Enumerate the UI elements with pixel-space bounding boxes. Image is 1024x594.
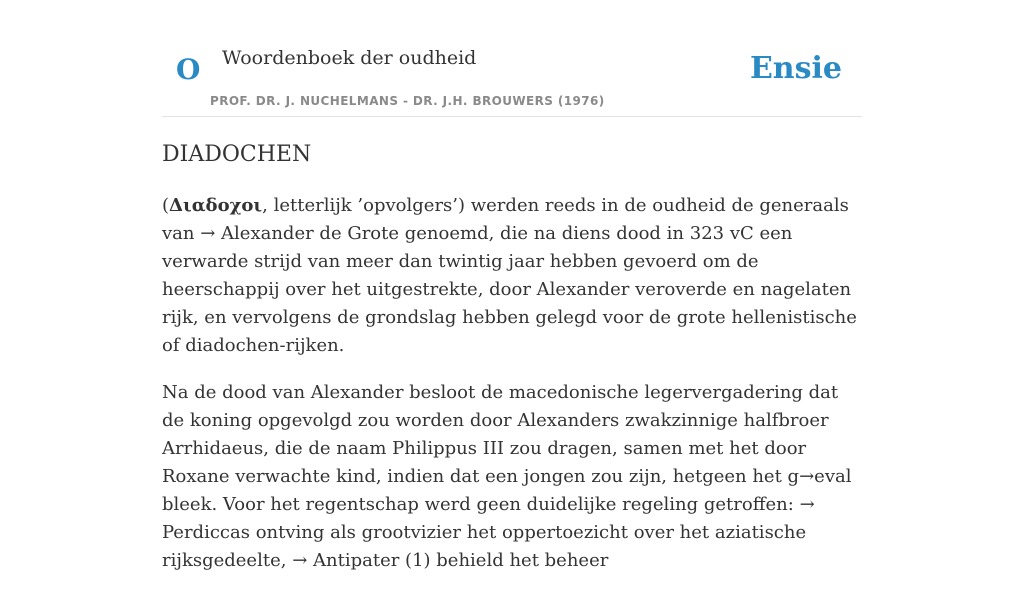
- paragraph-1: [162, 192, 862, 360]
- arrow-icon: →: [799, 494, 815, 515]
- paragraph-2-text-4: behield het beheer: [430, 550, 609, 571]
- arrow-icon: →: [292, 550, 308, 571]
- open-paren: (: [162, 195, 170, 216]
- article-body: [162, 192, 862, 594]
- greek-term: Διαδοχοι: [169, 195, 263, 216]
- entry-title: DIADOCHEN: [162, 142, 312, 167]
- link-alexander[interactable]: Alexander de Grote: [215, 223, 400, 244]
- paragraph-2-text-1: Na de dood van Alexander besloot de macedonische legervergadering dat de koning opgevolgd zou worden door Alexanders zwakzinnige halfbroer Arrhidaeus, die de naam Philippus III zou dragen, samen met het door Roxane verwachte kind, indien dat een jongen zou zijn, hetgeen het g: [162, 382, 839, 487]
- paragraph-1-text-2: genoemd, die na diens dood in 323 vC een verwarde strijd van meer dan twintig jaar hebben gevoerd om de heerschappij over het uitgestrekte, door Alexander veroverde en nagelaten rijk, en vervolgens de grondslag hebben gelegd voor de grote hellenistische of diadochen-rijken.: [162, 223, 857, 356]
- link-antipater[interactable]: Antipater (1): [307, 550, 431, 571]
- book-header: [162, 0, 862, 117]
- paragraph-2-text-3: ontving als grootvizier het oppertoezicht over het aziatische rijksgedeelte,: [162, 522, 807, 571]
- paragraph-2-text-2: eval bleek. Voor het regentschap werd geen duidelijke regeling getroffen:: [162, 466, 852, 515]
- paragraph-1-text-1: , letterlijk ’opvolgers’) werden reeds in de oudheid de generaals van: [162, 195, 849, 244]
- link-perdiccas[interactable]: Perdiccas: [162, 522, 250, 543]
- arrow-icon: →: [799, 466, 815, 487]
- book-title[interactable]: Woordenboek der oudheid: [222, 47, 477, 69]
- paragraph-2: [162, 379, 862, 575]
- arrow-icon: →: [200, 223, 216, 244]
- book-letter-link[interactable]: O: [176, 53, 201, 86]
- book-authors: PROF. DR. J. NUCHELMANS - DR. J.H. BROUWERS (1976): [210, 94, 605, 108]
- ensie-logo[interactable]: Ensie: [749, 51, 842, 86]
